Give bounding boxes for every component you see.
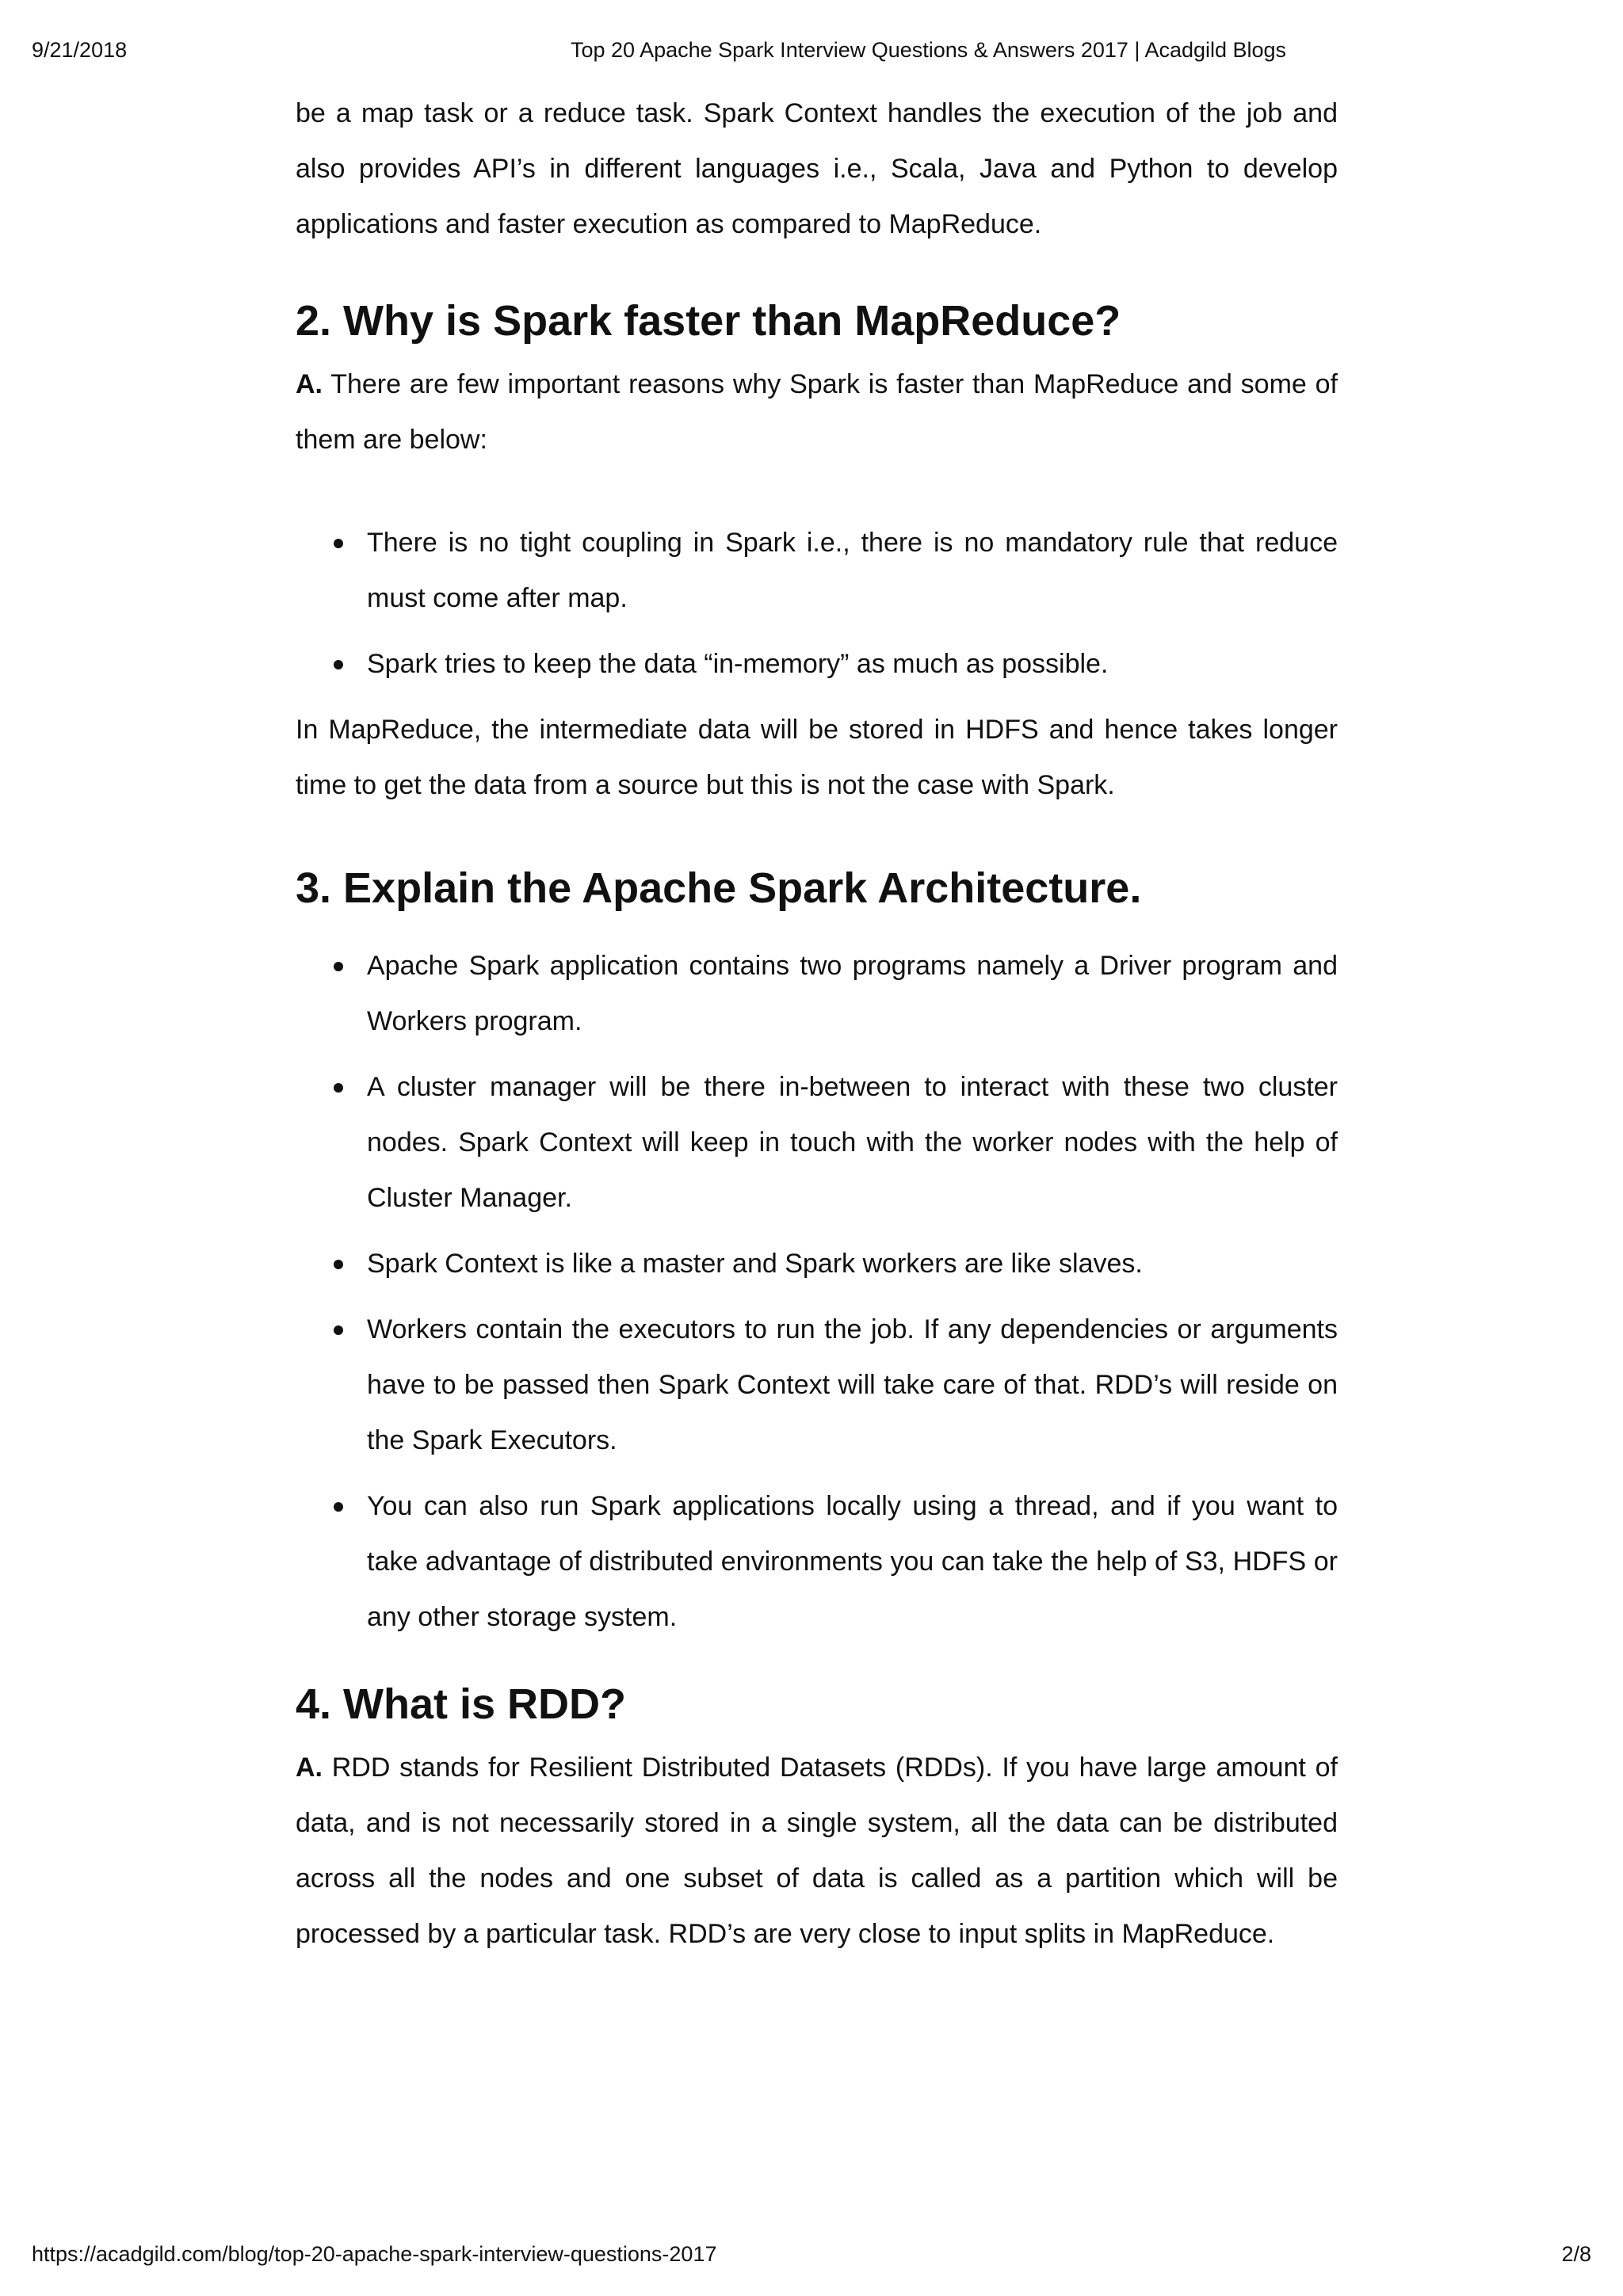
list-item-text: Spark Context is like a master and Spark workers are like slaves.	[367, 1249, 1143, 1279]
section-heading-2: 2. Why is Spark faster than MapReduce?	[296, 297, 1121, 345]
list-item-text: Workers contain the executors to run the job. If any dependencies or arguments have to be passed then Spark Context will take care of that. RDD’s will reside on the Spark Executors.	[367, 1314, 1338, 1455]
list-item	[367, 1478, 1338, 1645]
list-item-text: Spark tries to keep the data “in-memory” as much as possible.	[367, 649, 1109, 679]
print-date: 9/21/2018	[32, 38, 128, 62]
answer-label: A.	[296, 369, 323, 399]
answer-text: RDD stands for Resilient Distributed Datasets (RDDs). If you have large amount of data, and is not necessarily stored in a single system, all the data can be distributed across all the nodes and one subset of data is called as a partition which will be processed by a particular task. RDD’s are very close to input splits in MapReduce.	[296, 1753, 1338, 1949]
bullet-icon	[334, 1083, 343, 1093]
bullet-icon	[334, 660, 343, 669]
section-heading-4: 4. What is RDD?	[296, 1680, 627, 1728]
bullet-icon	[334, 539, 343, 548]
list-item	[367, 515, 1338, 626]
answer-label: A.	[296, 1753, 323, 1783]
bullet-icon	[334, 1325, 343, 1335]
list-item-text: Apache Spark application contains two programs namely a Driver program and Workers program.	[367, 951, 1338, 1036]
print-footer	[32, 2242, 1591, 2274]
article-body	[296, 86, 1338, 1962]
list-item-text: A cluster manager will be there in-between to interact with these two cluster nodes. Spark Context will keep in touch with the worker nodes with the help of Cluster Manager.	[367, 1072, 1338, 1213]
print-page-title: Top 20 Apache Spark Interview Questions & Answers 2017 | Acadgild Blogs	[571, 38, 1287, 62]
section-4-answer	[296, 1740, 1338, 1962]
section-2-bullet-list	[296, 515, 1338, 692]
section-heading-3: 3. Explain the Apache Spark Architecture.	[296, 864, 1142, 912]
list-item	[367, 1302, 1338, 1468]
bullet-icon	[334, 1502, 343, 1512]
list-item	[367, 636, 1338, 692]
bullet-icon	[334, 1260, 343, 1269]
print-url: https://acadgild.com/blog/top-20-apache-spark-interview-questions-2017	[32, 2242, 717, 2266]
section-2-after-text: In MapReduce, the intermediate data will be stored in HDFS and hence takes longer time to get the data from a source but this is not the case with Spark.	[296, 715, 1338, 800]
section-2-answer	[296, 357, 1338, 467]
answer-text: There are few important reasons why Spark is faster than MapReduce and some of them are below:	[296, 369, 1338, 455]
print-header	[32, 38, 1591, 70]
bullet-icon	[334, 962, 343, 971]
list-item	[367, 938, 1338, 1049]
list-item-text: There is no tight coupling in Spark i.e., there is no mandatory rule that reduce must come after map.	[367, 528, 1338, 613]
lead-paragraph: be a map task or a reduce task. Spark Context handles the execution of the job and also provides API’s in different languages i.e., Scala, Java and Python to develop applications and faster execution as compared to MapReduce.	[296, 98, 1338, 239]
section-3-bullet-list	[296, 938, 1338, 1645]
list-item-text: You can also run Spark applications locally using a thread, and if you want to take advantage of distributed environments you can take the help of S3, HDFS or any other storage system.	[367, 1491, 1338, 1632]
list-item	[367, 1236, 1338, 1291]
list-item	[367, 1059, 1338, 1226]
page-number: 2/8	[1561, 2242, 1591, 2266]
